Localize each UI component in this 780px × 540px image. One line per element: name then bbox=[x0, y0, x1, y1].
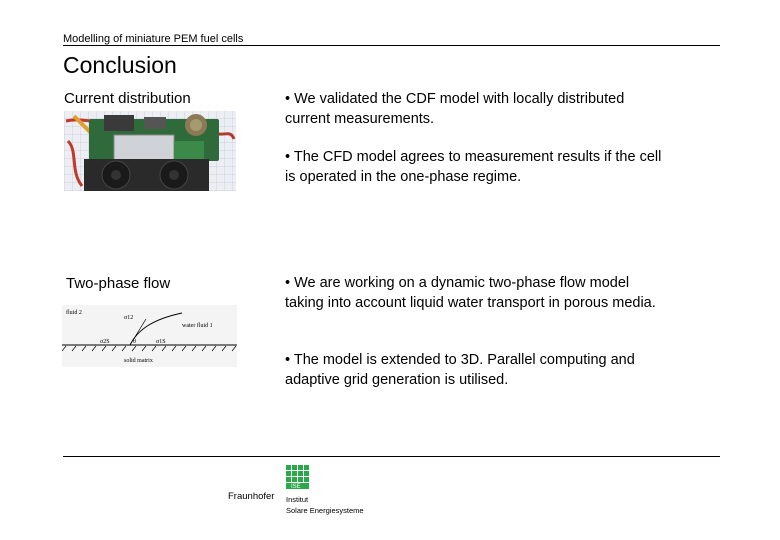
section-label-current-distribution: Current distribution bbox=[64, 90, 191, 107]
logo-institute-line2: Solare Energiesysteme bbox=[286, 506, 364, 515]
label-sigma1s: σ1S bbox=[156, 339, 166, 345]
contact-angle-diagram bbox=[62, 305, 237, 367]
bullet-dynamic-two-phase-model: • We are working on a dynamic two-phase flow model taking into account liquid water transport in porous media. bbox=[285, 275, 656, 311]
fuel-cell-photo bbox=[64, 111, 236, 191]
footer-rule bbox=[63, 456, 720, 457]
logo-brand: Fraunhofer bbox=[228, 491, 275, 502]
section-label-two-phase-flow: Two-phase flow bbox=[66, 275, 171, 292]
bullet-cfd-validation: • We validated the CDF model with locally distributed current measurements. bbox=[285, 91, 625, 127]
header-rule bbox=[63, 45, 720, 46]
running-header: Modelling of miniature PEM fuel cells bbox=[63, 33, 244, 45]
label-theta: θ bbox=[133, 339, 136, 345]
logo-institute-line1: Institut bbox=[286, 495, 309, 504]
slide-title: Conclusion bbox=[63, 52, 177, 78]
label-fluid2: fluid 2 bbox=[66, 310, 82, 316]
contact-angle-figure bbox=[62, 305, 237, 367]
label-water-fluid1: water fluid 1 bbox=[182, 323, 213, 329]
bullet-one-phase-regime: • The CFD model agrees to measurement results if the cell is operated in the one-phase regime. bbox=[285, 149, 662, 185]
bullet-3d-extension: • The model is extended to 3D. Parallel computing and adaptive grid generation is utilised. bbox=[285, 352, 635, 388]
label-sigma2s: σ2S bbox=[100, 339, 110, 345]
fuel-cell-illustration bbox=[64, 111, 236, 191]
fraunhofer-ise-logo bbox=[228, 462, 388, 522]
label-sigma12: σ12 bbox=[124, 315, 134, 321]
logo-badge: ISE bbox=[291, 484, 301, 490]
logo-mark bbox=[228, 462, 388, 522]
label-solid-matrix: solid matrix bbox=[124, 358, 153, 364]
